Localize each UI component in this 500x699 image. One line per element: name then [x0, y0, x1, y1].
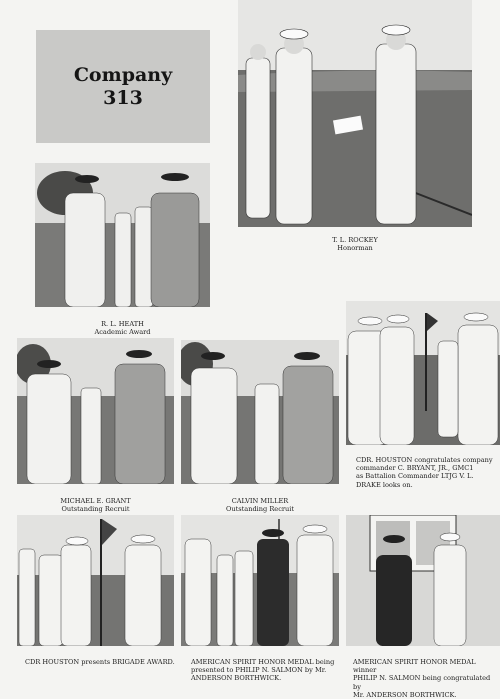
caption-salmon-congratulated: AMERICAN SPIRIT HONOR MEDAL winner PHILIP N. SALMON being congratulated by Mr. ANDERSON BORTHWICK.: [353, 658, 491, 699]
photo-salmon-congratulated-image: [346, 515, 500, 646]
photo-salmon-presented-image: [181, 515, 339, 646]
photo-rockey: [238, 0, 472, 227]
photo-rockey-image: [238, 0, 472, 227]
company-title: Company: [73, 63, 173, 86]
caption-heath-award: Academic Award: [94, 328, 151, 336]
photo-heath-image: [35, 163, 210, 307]
caption-rockey-name: T. L. ROCKEY: [332, 236, 378, 244]
caption-grant-award: Outstanding Recruit: [61, 505, 130, 513]
caption-rockey-award: Honorman: [337, 244, 373, 252]
photo-houston-bryant: [346, 301, 500, 445]
photo-grant-image: [17, 338, 174, 484]
photo-houston-bryant-image: [346, 301, 500, 445]
photo-miller: [181, 340, 339, 484]
photo-salmon-presented: [181, 515, 339, 646]
caption-miller-name: CALVIN MILLER: [231, 497, 289, 505]
photo-brigade-image: [17, 515, 174, 646]
company-title-box: [36, 30, 210, 143]
photo-salmon-congratulated: [346, 515, 500, 646]
company-number: 313: [103, 86, 143, 109]
photo-brigade: [17, 515, 174, 646]
caption-salmon-presented: AMERICAN SPIRIT HONOR MEDAL being presented to PHILIP N. SALMON by Mr. ANDERSON BORTHWICK.: [191, 658, 335, 683]
caption-brigade: CDR HOUSTON presents BRIGADE AWARD.: [25, 658, 175, 666]
photo-grant: [17, 338, 174, 484]
photo-heath: [35, 163, 210, 307]
photo-miller-image: [181, 340, 339, 484]
caption-miller-award: Outstanding Recruit: [225, 505, 295, 513]
caption-houston-bryant: CDR. HOUSTON congratulates company commander C. BRYANT, JR., GMC1 as Battalion Commander LTJG V. L. DRAKE looks on.: [356, 456, 493, 489]
caption-grant-name: MICHAEL E. GRANT: [60, 497, 131, 505]
caption-heath-name: R. L. HEATH: [101, 320, 144, 328]
